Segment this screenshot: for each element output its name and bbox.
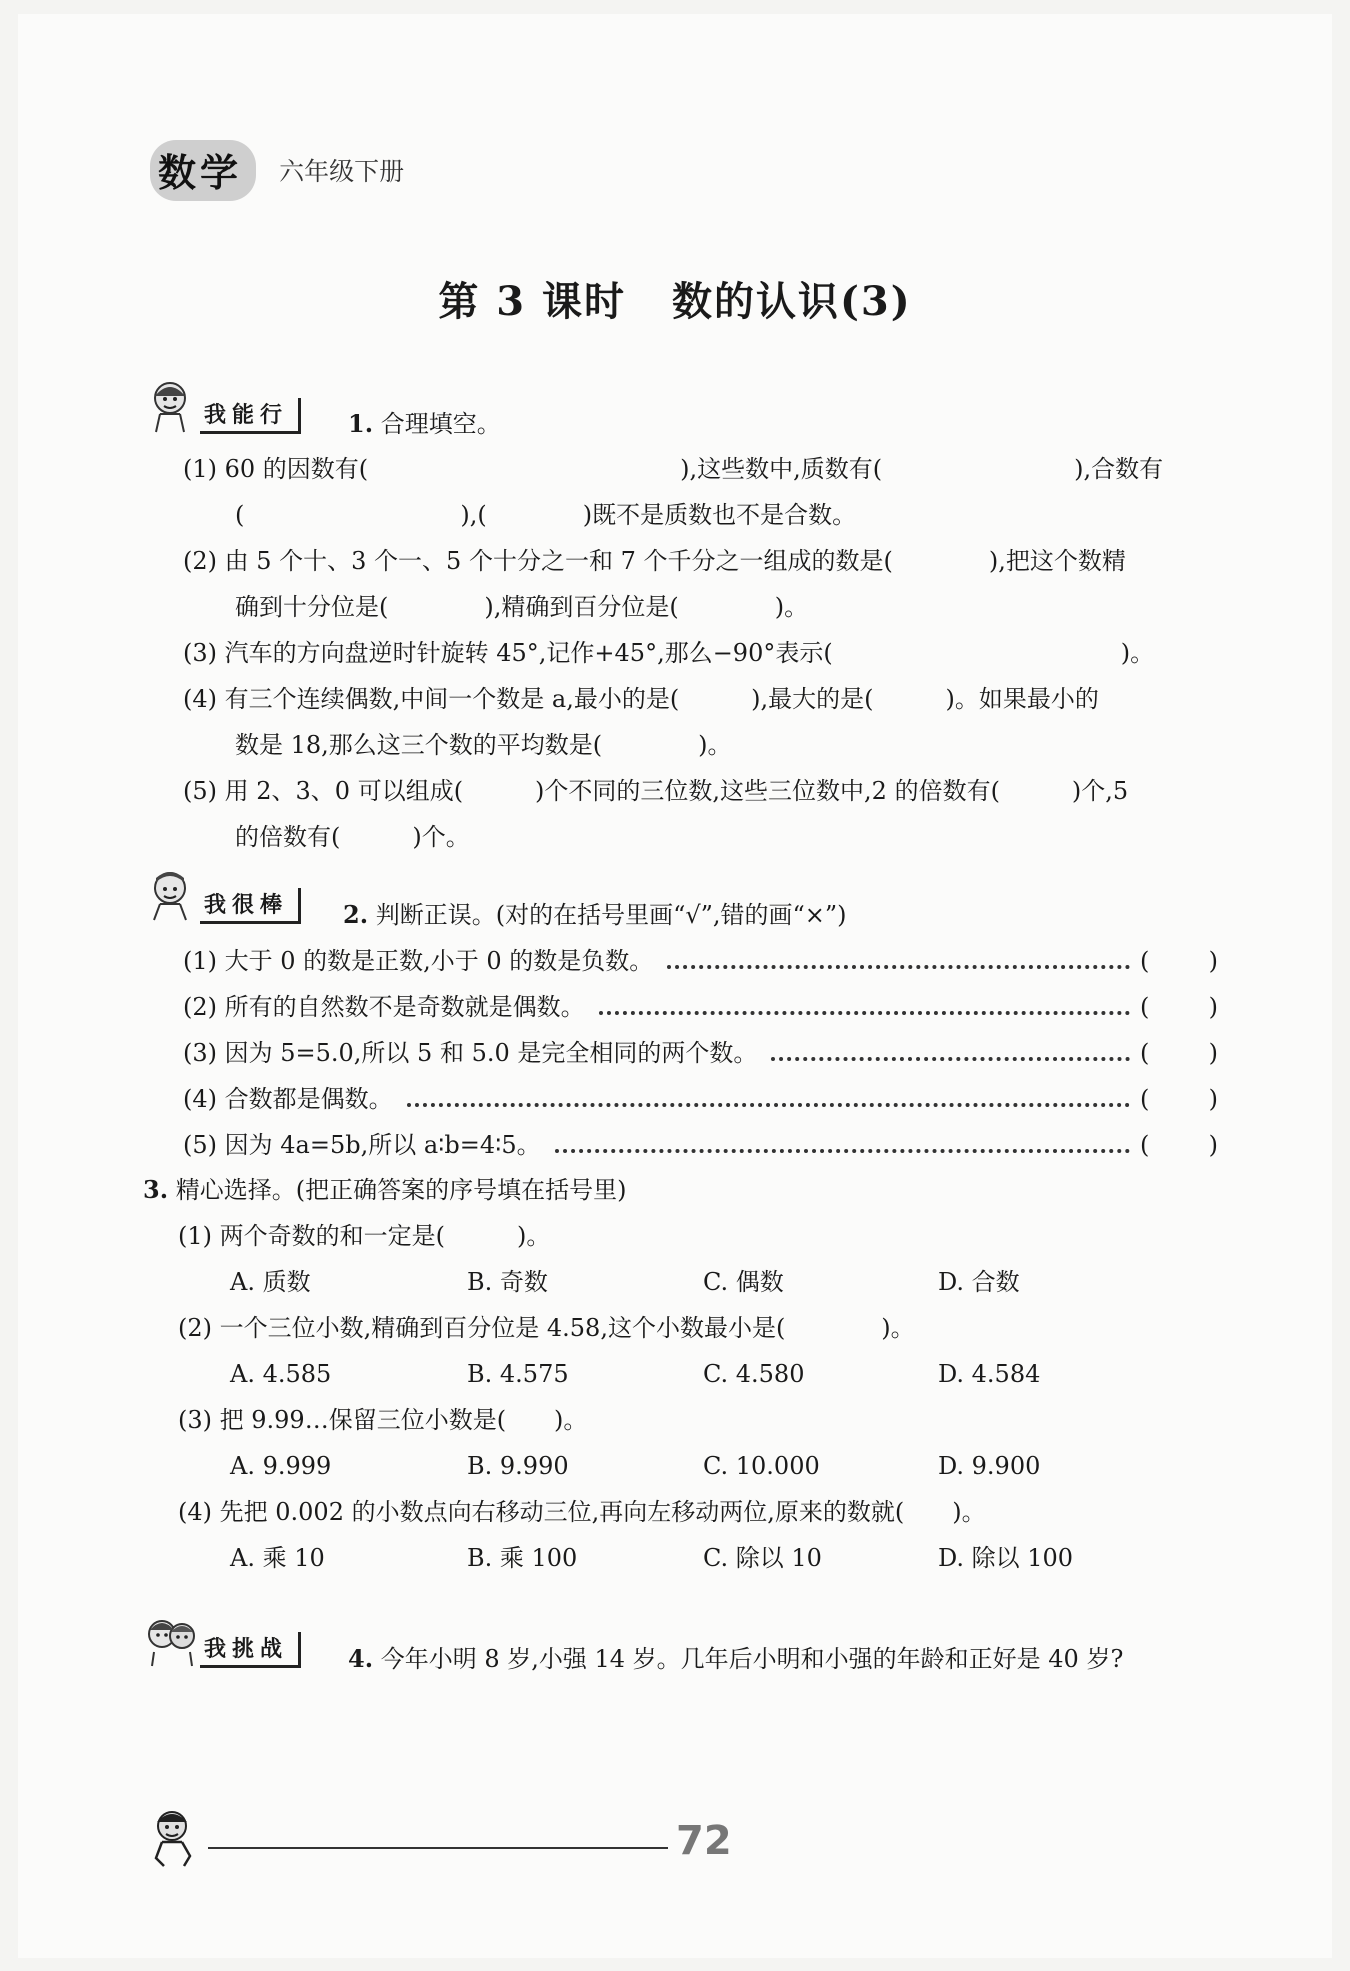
judge-item: (2) 所有的自然数不是奇数就是偶数。 ( ) [183,993,1218,1021]
option-a[interactable]: A. 质数 [230,1268,311,1296]
q1-line: ( ),( )既不是质数也不是合数。 [235,501,857,529]
q4-heading: 4. 今年小明 8 岁,小强 14 岁。几年后小明和小强的年龄和正好是 40 岁? [348,1644,1124,1673]
leader-dots [407,1103,1130,1107]
leader-dots [667,965,1130,969]
option-c[interactable]: C. 除以 10 [703,1544,822,1572]
option-b[interactable]: B. 奇数 [467,1268,548,1296]
q3-stem: (3) 把 9.99…保留三位小数是( )。 [178,1406,588,1434]
section-label: 我挑战 [200,1632,301,1668]
answer-blank[interactable]: ( ) [1140,1085,1218,1113]
q1-line: (4) 有三个连续偶数,中间一个数是 a,最小的是( ),最大的是( )。如果最小的 [183,685,1099,713]
leader-dots [599,1011,1130,1015]
girl-mascot-icon [146,378,198,434]
lesson-number: 第 3 课时 [438,278,626,325]
option-c[interactable]: C. 4.580 [703,1360,805,1388]
option-d[interactable]: D. 除以 100 [938,1544,1074,1572]
section-tag-s2 [146,868,301,924]
q1-line: (5) 用 2、3、0 可以组成( )个不同的三位数,这些三位数中,2 的倍数有( )个,5 [183,777,1129,805]
option-b[interactable]: B. 9.990 [467,1452,569,1480]
option-b[interactable]: B. 4.575 [467,1360,569,1388]
boy-mascot-icon [146,868,198,924]
lesson-topic: 数的认识(3) [672,278,912,325]
judge-item: (4) 合数都是偶数。 ( ) [183,1085,1218,1113]
q1-line: 的倍数有( )个。 [235,823,470,851]
option-c[interactable]: C. 偶数 [703,1268,784,1296]
q1-line: 确到十分位是( ),精确到百分位是( )。 [235,593,809,621]
book-header [150,140,404,201]
answer-blank[interactable]: ( ) [1140,1131,1218,1159]
q3-stem: (4) 先把 0.002 的小数点向右移动三位,再向左移动两位,原来的数就( )。 [178,1498,986,1526]
option-a[interactable]: A. 乘 10 [230,1544,325,1572]
option-d[interactable]: D. 9.900 [938,1452,1041,1480]
q1-line: (1) 60 的因数有( ),这些数中,质数有( ),合数有 [183,455,1164,483]
option-b[interactable]: B. 乘 100 [467,1544,578,1572]
section-tag-s1 [146,378,301,434]
subject-label: 数学 [150,140,256,201]
judge-item: (3) 因为 5=5.0,所以 5 和 5.0 是完全相同的两个数。 ( ) [183,1039,1218,1067]
q3-stem: (2) 一个三位小数,精确到百分位是 4.58,这个小数最小是( )。 [178,1314,915,1342]
lesson-title [0,270,1350,327]
leader-dots [555,1149,1130,1153]
footer-mascot-icon [148,1808,204,1870]
footer-rule [208,1847,668,1849]
answer-blank[interactable]: ( ) [1140,993,1218,1021]
q1-heading: 1. 合理填空。 [348,409,501,438]
kids-mascot-icon [146,1612,198,1668]
section-label: 我能行 [200,398,301,434]
option-d[interactable]: D. 合数 [938,1268,1020,1296]
option-a[interactable]: A. 9.999 [230,1452,332,1480]
leader-dots [771,1057,1130,1061]
q1-line: 数是 18,那么这三个数的平均数是( )。 [235,731,732,759]
q2-heading: 2. 判断正误。(对的在括号里画“√”,错的画“×”) [343,900,847,929]
q3-stem: (1) 两个奇数的和一定是( )。 [178,1222,551,1250]
q3-heading: 3. 精心选择。(把正确答案的序号填在括号里) [143,1175,627,1204]
option-a[interactable]: A. 4.585 [230,1360,332,1388]
q1-line: (2) 由 5 个十、3 个一、5 个十分之一和 7 个千分之一组成的数是( ),把这个数精 [183,547,1126,575]
answer-blank[interactable]: ( ) [1140,1039,1218,1067]
page-number: 72 [676,1818,732,1864]
option-c[interactable]: C. 10.000 [703,1452,820,1480]
section-label: 我很棒 [200,888,301,924]
grade-label: 六年级下册 [279,157,405,186]
option-d[interactable]: D. 4.584 [938,1360,1041,1388]
q1-line: (3) 汽车的方向盘逆时针旋转 45°,记作+45°,那么−90°表示( )。 [183,639,1155,667]
answer-blank[interactable]: ( ) [1140,947,1218,975]
section-tag-s4 [146,1612,301,1668]
judge-item: (5) 因为 4a=5b,所以 a∶b=4∶5。 ( ) [183,1131,1218,1159]
judge-item: (1) 大于 0 的数是正数,小于 0 的数是负数。 ( ) [183,947,1218,975]
